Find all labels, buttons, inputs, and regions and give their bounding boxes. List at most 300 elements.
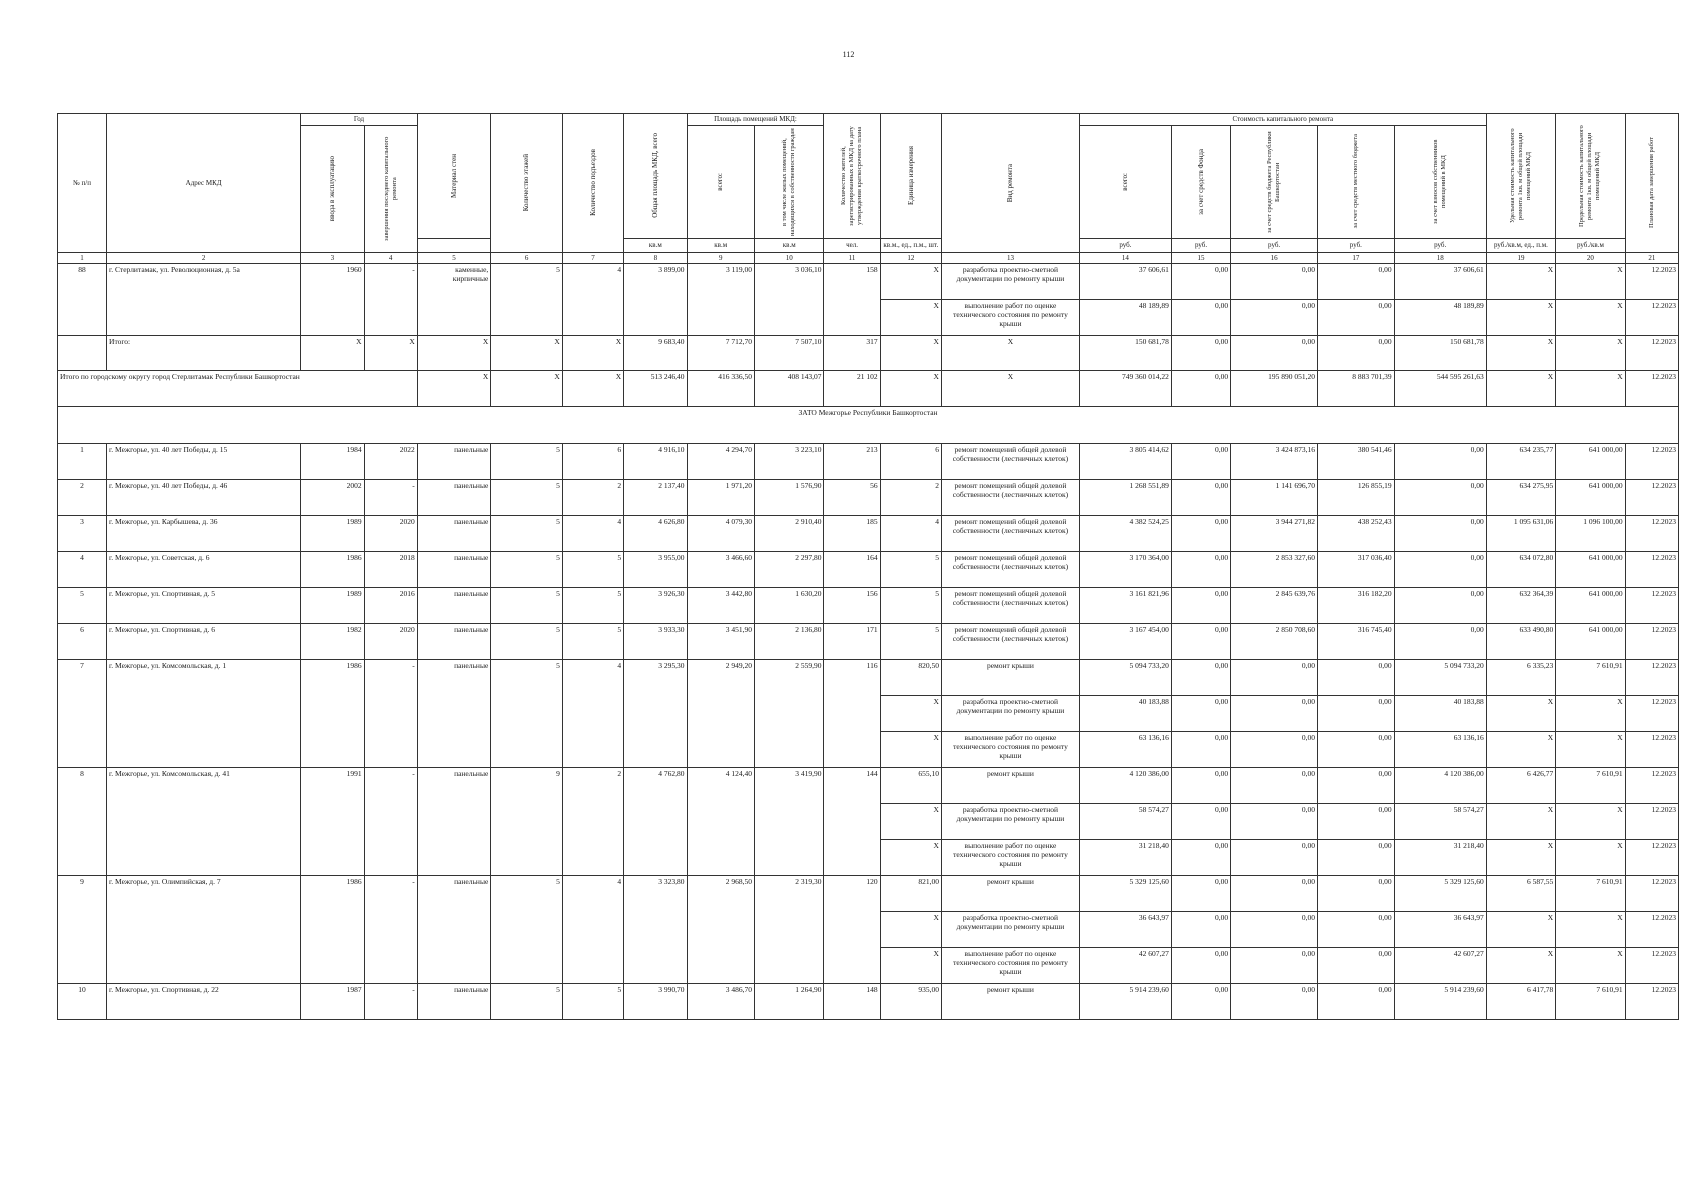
wall-material: панельные [417, 984, 491, 1020]
total-area: 4 916,10 [624, 444, 687, 480]
unit-cost-owners: руб. [1394, 238, 1486, 252]
year-commission: 1986 [301, 876, 364, 984]
house-address: г. Межгорье, ул. Комсомольская, д. 41 [107, 768, 301, 876]
unit-unit-cost: руб./кв.м, ед., п.м. [1486, 238, 1555, 252]
cost-local: 0,00 [1318, 696, 1395, 732]
total-area: 3 955,00 [624, 552, 687, 588]
max-cost: 7 610,91 [1556, 876, 1625, 912]
header-cost-group: Стоимость капитального ремонта [1079, 114, 1486, 126]
year-last-repair: 2022 [364, 444, 417, 480]
cost-total: 42 607,27 [1079, 948, 1171, 984]
col-number: 16 [1231, 252, 1318, 264]
premises-fund: 408 143,07 [754, 371, 824, 407]
col-number: 18 [1394, 252, 1486, 264]
year-commission: 1984 [301, 444, 364, 480]
unit-cost-fund: руб. [1171, 238, 1230, 252]
cost-local: 0,00 [1318, 876, 1395, 912]
cost-owners: 58 574,27 [1394, 804, 1486, 840]
work-type: ремонт помещений общей долевой собственности (лестничных клеток) [941, 516, 1079, 552]
year-last-repair: 2020 [364, 516, 417, 552]
work-type: ремонт помещений общей долевой собственности (лестничных клеток) [941, 444, 1079, 480]
house-address: Итого: [107, 336, 301, 371]
cost-total: 5 094 733,20 [1079, 660, 1171, 696]
cost-republic: 0,00 [1231, 264, 1318, 300]
cost-owners: 36 643,97 [1394, 912, 1486, 948]
work-type: ремонт крыши [941, 660, 1079, 696]
table-header [58, 114, 1679, 264]
max-cost: Х [1556, 696, 1625, 732]
cost-local: 380 541,46 [1318, 444, 1395, 480]
residents: 156 [824, 588, 880, 624]
unit-value: 655,10 [880, 768, 941, 804]
cost-republic: 2 845 639,76 [1231, 588, 1318, 624]
cost-owners: 0,00 [1394, 624, 1486, 660]
unit-cost-republic: руб. [1231, 238, 1318, 252]
premises-total: 416 336,50 [687, 371, 754, 407]
unit-cost: 1 095 631,06 [1486, 516, 1555, 552]
unit-value: 5 [880, 552, 941, 588]
col-number: 11 [824, 252, 880, 264]
work-type: разработка проектно-сметной документации по ремонту крыши [941, 912, 1079, 948]
col-number: 21 [1625, 252, 1678, 264]
year-commission: 2002 [301, 480, 364, 516]
max-cost: 7 610,91 [1556, 984, 1625, 1020]
unit-cost: Х [1486, 300, 1555, 336]
max-cost: 641 000,00 [1556, 588, 1625, 624]
total-area: 3 899,00 [624, 264, 687, 336]
cost-fund: 0,00 [1171, 264, 1230, 300]
residents: 185 [824, 516, 880, 552]
row-number: 1 [58, 444, 107, 480]
unit-cost: 634 072,80 [1486, 552, 1555, 588]
work-type: выполнение работ по оценке технического состояния по ремонту крыши [941, 300, 1079, 336]
year-commission: 1989 [301, 588, 364, 624]
header-cost-owners: за счет взносов собственников помещений в МКД [1394, 125, 1486, 238]
header-address: Адрес МКД [107, 114, 301, 253]
cost-republic: 0,00 [1231, 948, 1318, 984]
deadline: 12.2023 [1625, 732, 1678, 768]
unit-value: Х [880, 732, 941, 768]
table-row [58, 768, 1679, 804]
cost-republic: 0,00 [1231, 660, 1318, 696]
row-number: 9 [58, 876, 107, 984]
deadline: 12.2023 [1625, 948, 1678, 984]
year-commission: 1986 [301, 552, 364, 588]
cost-total: 1 268 551,89 [1079, 480, 1171, 516]
cost-republic: 2 853 327,60 [1231, 552, 1318, 588]
premises-total: 2 968,50 [687, 876, 754, 984]
table-body [58, 264, 1679, 1020]
year-last-repair: - [364, 264, 417, 336]
cost-fund: 0,00 [1171, 588, 1230, 624]
unit-cost-local: руб. [1318, 238, 1395, 252]
cost-total: 3 170 364,00 [1079, 552, 1171, 588]
cost-fund: 0,00 [1171, 624, 1230, 660]
header-premises-fund: в том числе жилых помещений, находящихся в собственности граждан [754, 125, 824, 238]
cost-total: 3 805 414,62 [1079, 444, 1171, 480]
col-number: 4 [364, 252, 417, 264]
residents: 148 [824, 984, 880, 1020]
residents: 158 [824, 264, 880, 336]
header-premises-group: Площадь помещений МКД: [687, 114, 824, 126]
residents: 164 [824, 552, 880, 588]
unit-material [417, 238, 491, 252]
header-floors: Количество этажей [491, 114, 563, 253]
entrances: 5 [562, 984, 623, 1020]
unit-cost: 6 417,78 [1486, 984, 1555, 1020]
entrances: 2 [562, 768, 623, 876]
col-number: 19 [1486, 252, 1555, 264]
max-cost: 641 000,00 [1556, 552, 1625, 588]
cost-republic: 0,00 [1231, 732, 1318, 768]
year-last-repair: - [364, 660, 417, 768]
unit-cost: Х [1486, 264, 1555, 300]
cost-total: 749 360 014,22 [1079, 371, 1171, 407]
year-commission: 1982 [301, 624, 364, 660]
unit-cost: Х [1486, 912, 1555, 948]
premises-total: 3 442,80 [687, 588, 754, 624]
table-row [58, 264, 1679, 300]
max-cost: 7 610,91 [1556, 660, 1625, 696]
unit-value: 5 [880, 588, 941, 624]
col-number: 8 [624, 252, 687, 264]
entrances: Х [562, 371, 623, 407]
header-deadline: Плановая дата завершения работ [1625, 114, 1678, 253]
cost-fund: 0,00 [1171, 516, 1230, 552]
floors: 5 [491, 984, 563, 1020]
premises-total: 3 486,70 [687, 984, 754, 1020]
max-cost: Х [1556, 840, 1625, 876]
year-commission: 1960 [301, 264, 364, 336]
cost-fund: 0,00 [1171, 912, 1230, 948]
cost-republic: 3 424 873,16 [1231, 444, 1318, 480]
cost-owners: 63 136,16 [1394, 732, 1486, 768]
max-cost: 641 000,00 [1556, 444, 1625, 480]
year-last-repair: - [364, 480, 417, 516]
wall-material: панельные [417, 480, 491, 516]
cost-owners: 0,00 [1394, 516, 1486, 552]
premises-fund: 2 559,90 [754, 660, 824, 768]
work-type: ремонт крыши [941, 876, 1079, 912]
max-cost: Х [1556, 732, 1625, 768]
header-cost-total: всего: [1079, 125, 1171, 238]
cost-owners: 544 595 261,63 [1394, 371, 1486, 407]
table-row [58, 336, 1679, 371]
wall-material: панельные [417, 876, 491, 984]
cost-owners: 48 189,89 [1394, 300, 1486, 336]
header-year-commission: ввода в эксплуатацию [301, 125, 364, 252]
house-address: г. Межгорье, ул. Спортивная, д. 5 [107, 588, 301, 624]
cost-fund: 0,00 [1171, 840, 1230, 876]
year-last-repair: 2020 [364, 624, 417, 660]
cost-owners: 5 914 239,60 [1394, 984, 1486, 1020]
header-unit-cost: Удельная стоимость капитального ремонта 1кв. м общей площади помещений МКД [1486, 114, 1555, 239]
entrances: 5 [562, 624, 623, 660]
work-type: выполнение работ по оценке технического состояния по ремонту крыши [941, 840, 1079, 876]
cost-local: 0,00 [1318, 840, 1395, 876]
work-type: ремонт помещений общей долевой собственности (лестничных клеток) [941, 624, 1079, 660]
cost-republic: 195 890 051,20 [1231, 371, 1318, 407]
unit-cost: Х [1486, 371, 1555, 407]
col-number: 1 [58, 252, 107, 264]
total-row [58, 371, 1679, 407]
unit-total-area: кв.м [624, 238, 687, 252]
floors: 5 [491, 552, 563, 588]
col-number: 10 [754, 252, 824, 264]
total-area: 3 990,70 [624, 984, 687, 1020]
entrances: 6 [562, 444, 623, 480]
unit-cost: 634 235,77 [1486, 444, 1555, 480]
unit-value: Х [880, 948, 941, 984]
deadline: 12.2023 [1625, 552, 1678, 588]
col-number: 7 [562, 252, 623, 264]
col-number: 2 [107, 252, 301, 264]
deadline: 12.2023 [1625, 371, 1678, 407]
cost-republic: 0,00 [1231, 840, 1318, 876]
deadline: 12.2023 [1625, 336, 1678, 371]
cost-local: 0,00 [1318, 336, 1395, 371]
residents: 56 [824, 480, 880, 516]
floors: 9 [491, 768, 563, 876]
unit-value: Х [880, 371, 941, 407]
cost-total: 31 218,40 [1079, 840, 1171, 876]
residents: 213 [824, 444, 880, 480]
col-number: 13 [941, 252, 1079, 264]
cost-owners: 5 329 125,60 [1394, 876, 1486, 912]
wall-material: панельные [417, 444, 491, 480]
cost-total: 37 606,61 [1079, 264, 1171, 300]
residents: 116 [824, 660, 880, 768]
premises-fund: 1 576,90 [754, 480, 824, 516]
cost-owners: 0,00 [1394, 552, 1486, 588]
work-type: Х [941, 371, 1079, 407]
row-number [58, 336, 107, 371]
wall-material: Х [417, 371, 491, 407]
unit-value: 6 [880, 444, 941, 480]
cost-owners: 0,00 [1394, 480, 1486, 516]
unit-cost: Х [1486, 732, 1555, 768]
unit-cost: Х [1486, 948, 1555, 984]
cost-owners: 0,00 [1394, 588, 1486, 624]
table-row [58, 552, 1679, 588]
cost-fund: 0,00 [1171, 732, 1230, 768]
header-year-group: Год [301, 114, 418, 126]
total-label: Итого по городскому округу город Стерлитамак Республики Башкортостан [58, 371, 418, 407]
row-number: 7 [58, 660, 107, 768]
table-row [58, 480, 1679, 516]
cost-fund: 0,00 [1171, 984, 1230, 1020]
floors: 5 [491, 516, 563, 552]
cost-owners: 150 681,78 [1394, 336, 1486, 371]
unit-cost: 633 490,80 [1486, 624, 1555, 660]
deadline: 12.2023 [1625, 624, 1678, 660]
header-wall-material: Материал стен [417, 114, 491, 239]
col-number: 20 [1556, 252, 1625, 264]
entrances: 4 [562, 516, 623, 552]
header-cost-republic: за счет средств бюджета Республики Башкортостан [1231, 125, 1318, 238]
year-commission: 1986 [301, 660, 364, 768]
deadline: 12.2023 [1625, 840, 1678, 876]
deadline: 12.2023 [1625, 588, 1678, 624]
entrances: 2 [562, 480, 623, 516]
work-type: Х [941, 336, 1079, 371]
cost-owners: 0,00 [1394, 444, 1486, 480]
year-last-repair: 2016 [364, 588, 417, 624]
premises-total: 4 124,40 [687, 768, 754, 876]
cost-fund: 0,00 [1171, 696, 1230, 732]
deadline: 12.2023 [1625, 660, 1678, 696]
work-type: разработка проектно-сметной документации по ремонту крыши [941, 804, 1079, 840]
cost-local: 317 036,40 [1318, 552, 1395, 588]
floors: 5 [491, 588, 563, 624]
cost-owners: 4 120 386,00 [1394, 768, 1486, 804]
cost-local: 0,00 [1318, 804, 1395, 840]
cost-fund: 0,00 [1171, 480, 1230, 516]
cost-local: 126 855,19 [1318, 480, 1395, 516]
year-commission: 1991 [301, 768, 364, 876]
cost-local: 0,00 [1318, 912, 1395, 948]
max-cost: Х [1556, 264, 1625, 300]
year-commission: Х [301, 336, 364, 371]
max-cost: 1 096 100,00 [1556, 516, 1625, 552]
row-number: 4 [58, 552, 107, 588]
total-area: 4 762,80 [624, 768, 687, 876]
table-row [58, 660, 1679, 696]
section-row [58, 407, 1679, 444]
cost-local: 0,00 [1318, 768, 1395, 804]
unit-cost: 634 275,95 [1486, 480, 1555, 516]
header-year-last-repair: завершения последнего капитального ремонта [364, 125, 417, 252]
floors: Х [491, 336, 563, 371]
unit-cost: Х [1486, 336, 1555, 371]
entrances: Х [562, 336, 623, 371]
col-number: 17 [1318, 252, 1395, 264]
unit-cost: Х [1486, 696, 1555, 732]
cost-fund: 0,00 [1171, 444, 1230, 480]
section-title: ЗАТО Межгорье Республики Башкортостан [58, 407, 1679, 444]
work-type: выполнение работ по оценке технического состояния по ремонту крыши [941, 948, 1079, 984]
max-cost: Х [1556, 336, 1625, 371]
cost-owners: 31 218,40 [1394, 840, 1486, 876]
header-cost-local: за счет средств местного бюджета [1318, 125, 1395, 238]
max-cost: 641 000,00 [1556, 480, 1625, 516]
unit-unit: кв.м., ед., п.м., шт. [880, 238, 941, 252]
cost-total: 4 120 386,00 [1079, 768, 1171, 804]
table-row [58, 984, 1679, 1020]
premises-total: 1 971,20 [687, 480, 754, 516]
col-number: 6 [491, 252, 563, 264]
row-number: 88 [58, 264, 107, 336]
cost-fund: 0,00 [1171, 804, 1230, 840]
unit-cost-total: руб. [1079, 238, 1171, 252]
residents: 21 102 [824, 371, 880, 407]
premises-total: 3 466,60 [687, 552, 754, 588]
unit-cost: 6 587,55 [1486, 876, 1555, 912]
cost-total: 5 914 239,60 [1079, 984, 1171, 1020]
cost-local: 0,00 [1318, 948, 1395, 984]
cost-republic: 0,00 [1231, 768, 1318, 804]
wall-material: панельные [417, 516, 491, 552]
cost-owners: 37 606,61 [1394, 264, 1486, 300]
cost-fund: 0,00 [1171, 336, 1230, 371]
house-address: г. Стерлитамак, ул. Революционная, д. 5а [107, 264, 301, 336]
deadline: 12.2023 [1625, 804, 1678, 840]
work-type: выполнение работ по оценке технического состояния по ремонту крыши [941, 732, 1079, 768]
deadline: 12.2023 [1625, 444, 1678, 480]
cost-total: 36 643,97 [1079, 912, 1171, 948]
unit-value: 5 [880, 624, 941, 660]
unit-value: Х [880, 840, 941, 876]
deadline: 12.2023 [1625, 768, 1678, 804]
unit-cost: Х [1486, 804, 1555, 840]
premises-total: 2 949,20 [687, 660, 754, 768]
premises-fund: 3 419,90 [754, 768, 824, 876]
unit-value: Х [880, 912, 941, 948]
year-last-repair: - [364, 876, 417, 984]
year-commission: 1987 [301, 984, 364, 1020]
cost-total: 58 574,27 [1079, 804, 1171, 840]
header-unit: Единица измерения [880, 114, 941, 239]
deadline: 12.2023 [1625, 480, 1678, 516]
cost-republic: 0,00 [1231, 876, 1318, 912]
table-row [58, 588, 1679, 624]
floors: Х [491, 371, 563, 407]
house-address: г. Межгорье, ул. Спортивная, д. 22 [107, 984, 301, 1020]
header-work-type: Вид ремонта [941, 114, 1079, 253]
premises-fund: 3 223,10 [754, 444, 824, 480]
floors: 5 [491, 480, 563, 516]
total-area: 513 246,40 [624, 371, 687, 407]
total-area: 2 137,40 [624, 480, 687, 516]
premises-total: 3 119,00 [687, 264, 754, 336]
table-row [58, 444, 1679, 480]
unit-value: Х [880, 336, 941, 371]
deadline: 12.2023 [1625, 264, 1678, 300]
max-cost: Х [1556, 300, 1625, 336]
cost-fund: 0,00 [1171, 660, 1230, 696]
house-address: г. Межгорье, ул. Спортивная, д. 6 [107, 624, 301, 660]
table-row [58, 876, 1679, 912]
unit-premises-total: кв.м [687, 238, 754, 252]
unit-premises-fund: кв.м [754, 238, 824, 252]
cost-total: 4 382 524,25 [1079, 516, 1171, 552]
cost-republic: 0,00 [1231, 336, 1318, 371]
deadline: 12.2023 [1625, 876, 1678, 912]
wall-material: панельные [417, 768, 491, 876]
header-premises-total: всего: [687, 125, 754, 238]
col-number: 9 [687, 252, 754, 264]
year-last-repair: - [364, 768, 417, 876]
house-address: г. Межгорье, ул. 40 лет Победы, д. 15 [107, 444, 301, 480]
work-type: разработка проектно-сметной документации по ремонту крыши [941, 264, 1079, 300]
cost-republic: 0,00 [1231, 300, 1318, 336]
unit-cost: 6 335,23 [1486, 660, 1555, 696]
floors: 5 [491, 444, 563, 480]
column-number-row [58, 252, 1679, 264]
premises-fund: 1 630,20 [754, 588, 824, 624]
residents: 171 [824, 624, 880, 660]
premises-total: 3 451,90 [687, 624, 754, 660]
residents: 144 [824, 768, 880, 876]
cost-fund: 0,00 [1171, 768, 1230, 804]
house-address: г. Межгорье, ул. Советская, д. 6 [107, 552, 301, 588]
max-cost: Х [1556, 804, 1625, 840]
unit-value: 2 [880, 480, 941, 516]
deadline: 12.2023 [1625, 300, 1678, 336]
cost-republic: 0,00 [1231, 696, 1318, 732]
deadline: 12.2023 [1625, 696, 1678, 732]
house-address: г. Межгорье, ул. Комсомольская, д. 1 [107, 660, 301, 768]
